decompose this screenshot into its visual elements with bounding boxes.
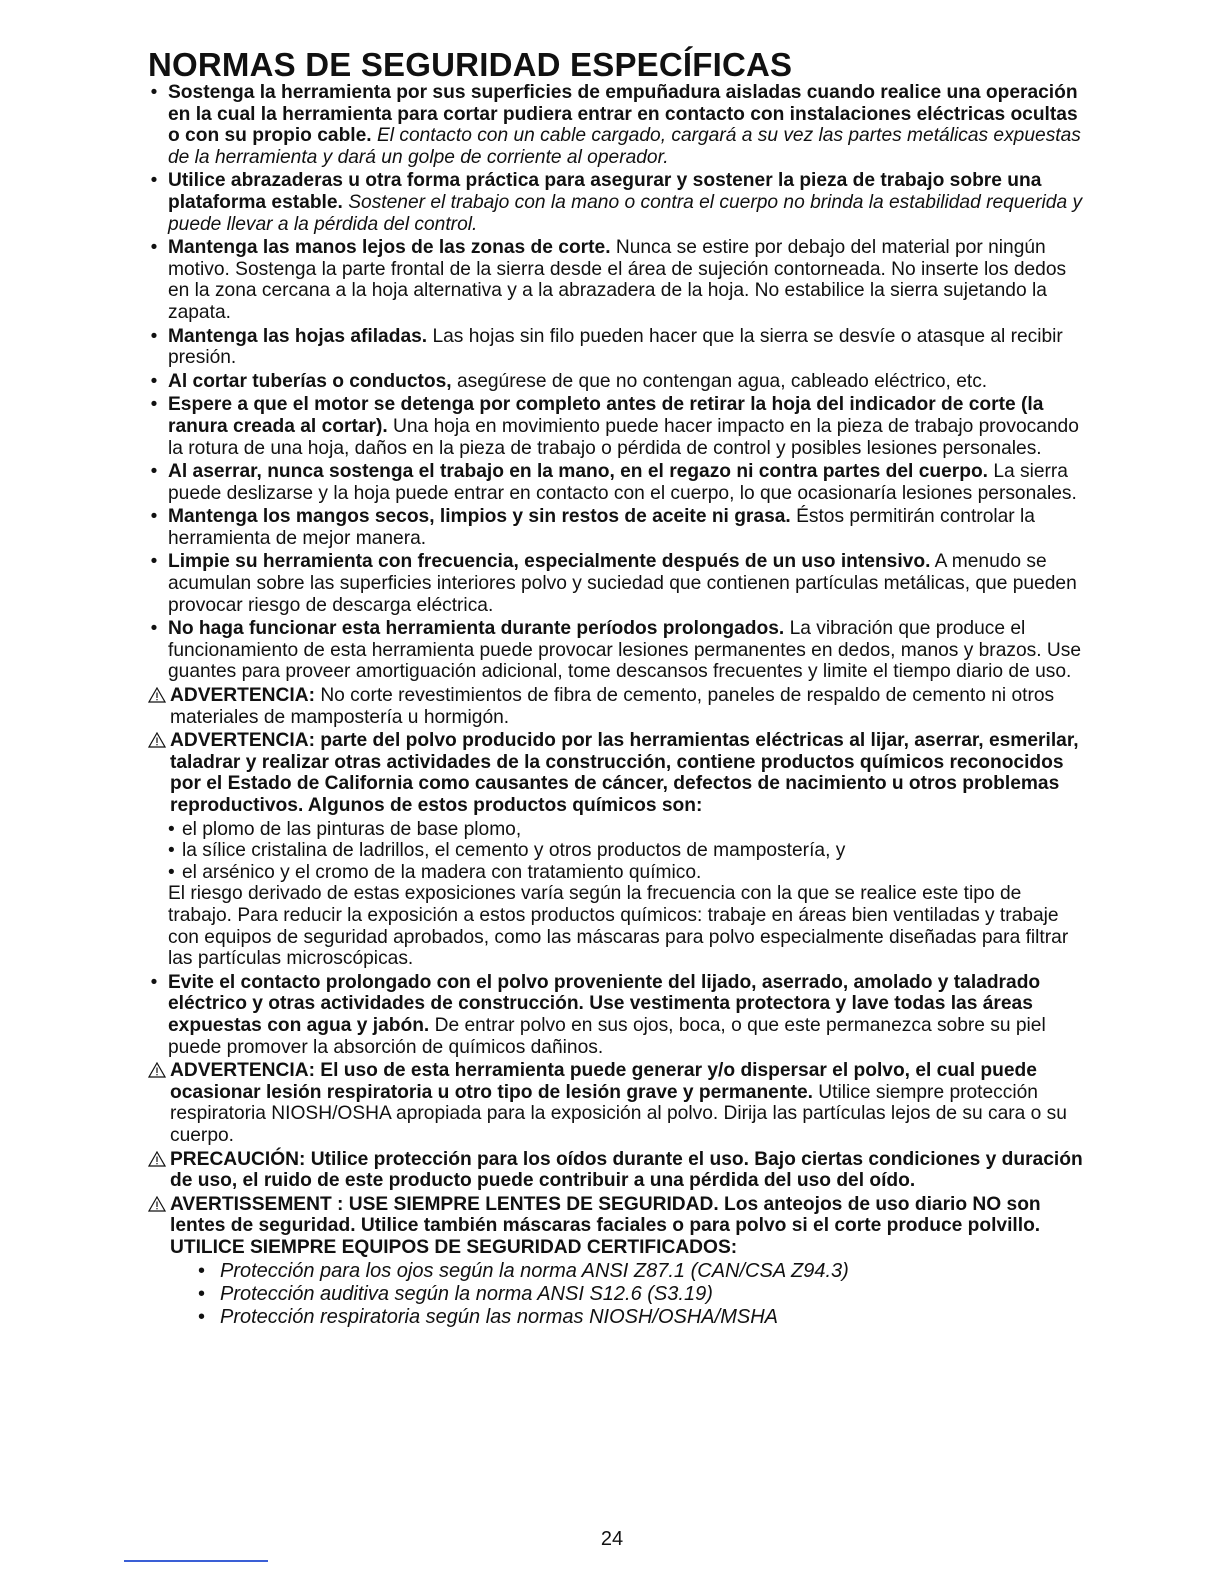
rule-italic: Sostener el trabajo con la mano o contra el cuerpo no brinda la estabilidad requerida y puede llevar a la pérdida del control.	[168, 191, 1083, 235]
list-item	[168, 862, 1086, 884]
rule-bold: Al cortar tuberías o conductos,	[168, 370, 452, 392]
rule-text: A menudo se acumulan sobre las superficies interiores polvo y suciedad que contienen partículas metálicas, que pueden provocar riesgo de descarga eléctrica.	[168, 551, 1077, 616]
rule-text: La sierra puede deslizarse y la hoja puede entrar en contacto con el cuerpo, lo que ocasionaría lesiones personales.	[168, 461, 1077, 504]
rule-bold: Evite el contacto prolongado con el polvo proveniente del lijado, aserrado, amolado y taladrado eléctrico y otras actividades de construcción. Use vestimenta protectora y lave todas las áreas expuestas con agua y jabón.	[168, 971, 1041, 1036]
chemical-text: el plomo de las pinturas de base plomo,	[182, 818, 522, 840]
list-item	[146, 551, 1086, 616]
safety-content	[146, 82, 1086, 1329]
list-item	[198, 1283, 1086, 1306]
bullet-dot: •	[150, 618, 158, 640]
warning-label: ADVERTENCIA:	[170, 685, 315, 707]
warning-triangle-icon	[148, 687, 166, 703]
rule-bold: Al aserrar, nunca sostenga el trabajo en la mano, en el regazo ni contra partes del cuerpo.	[168, 461, 988, 483]
bullet-dot: •	[150, 170, 158, 192]
standard-text: Protección para los ojos según la norma ANSI Z87.1 (CAN/CSA Z94.3)	[220, 1260, 849, 1283]
bullet-dot: •	[150, 370, 158, 392]
chemicals-list	[168, 819, 1086, 884]
list-item	[146, 371, 1086, 393]
bullet-dot: •	[150, 551, 158, 573]
bullet-dot: •	[168, 818, 175, 840]
warning-triangle-icon	[148, 1062, 166, 1078]
list-item	[146, 506, 1086, 549]
list-item	[146, 972, 1086, 1058]
rule-text: Una hoja en movimiento puede hacer impacto en la pieza de trabajo provocando la rotura de una hoja, daños en la pieza de trabajo o pérdida de control y posibles lesiones personales.	[168, 415, 1079, 459]
bullet-dot: •	[150, 971, 158, 993]
list-item	[168, 840, 1086, 862]
rule-text: La vibración que produce el funcionamiento de esta herramienta puede provocar lesiones permanentes en dedos, manos y brazos. Use guantes para proveer amortiguación adicional, tome descansos frecuentes y limite el tiempo diario de uso.	[168, 618, 1082, 683]
standard-text: Protección respiratoria según las normas NIOSH/OSHA/MSHA	[220, 1306, 778, 1329]
list-item	[146, 394, 1086, 459]
rule-bold: Mantenga las hojas afiladas.	[168, 325, 428, 347]
rule-bold: Limpie su herramienta con frecuencia, especialmente después de un uso intensivo.	[168, 551, 931, 573]
rule-bold: Sostenga la herramienta por sus superficies de empuñadura aisladas cuando realice una operación en la cual la herramienta para cortar pudiera entrar en contacto con instalaciones eléctricas ocultas o con su propio cable.	[168, 82, 1078, 147]
bullet-dot: •	[168, 861, 175, 883]
chemical-text: la sílice cristalina de ladrillos, el cemento y otros productos de mampostería, y	[182, 840, 846, 862]
warning-bold: ADVERTENCIA: El uso de esta herramienta puede generar y/o dispersar el polvo, el cual puede ocasionar lesión respiratoria u otro tipo de lesión grave y permanente.	[170, 1060, 1037, 1103]
warning-text: Utilice siempre protección respiratoria NIOSH/OSHA apropiada para la exposición al polvo. Dirija las partículas lejos de su cara o su cuerpo.	[170, 1081, 1067, 1146]
list-item	[146, 618, 1086, 683]
chemical-text: el arsénico y el cromo de la madera con tratamiento químico.	[182, 861, 702, 883]
list-item	[198, 1306, 1086, 1329]
warning-text: ADVERTENCIA: parte del polvo producido por las herramientas eléctricas al lijar, aserrar, esmerilar, taladrar y realizar otras actividades de la construcción, contiene productos químicos reconocidos por el Estado de California como causantes de cáncer, defectos de nacimiento u otros problemas reproductivos. Algunos de estos productos químicos son:	[170, 730, 1079, 816]
page-number: 24	[600, 1528, 624, 1550]
rule-bold: No haga funcionar esta herramienta durante períodos prolongados.	[168, 618, 785, 640]
warning-triangle-icon	[148, 1151, 166, 1167]
risk-paragraph: El riesgo derivado de estas exposiciones varía según la frecuencia con la que se realice este tipo de trabajo. Para reducir la exposición a estos productos químicos: trabaje en áreas bien ventiladas y trabaje con equipos de seguridad aprobados, como las máscaras para polvo especialmente diseñadas para filtrar las partículas microscópicas.	[168, 883, 1069, 970]
rule-bold: Mantenga los mangos secos, limpios y sin restos de aceite ni grasa.	[168, 506, 791, 528]
warning-chemicals	[146, 730, 1086, 816]
rule-bold: Utilice abrazaderas u otra forma práctica para asegurar y sostener la pieza de trabajo sobre una plataforma estable.	[168, 170, 1042, 213]
standards-list	[198, 1260, 1086, 1329]
list-item	[146, 170, 1086, 235]
bullet-dot: •	[168, 840, 175, 862]
warning-dust	[146, 1060, 1086, 1146]
caution-hearing	[146, 1149, 1086, 1192]
list-item	[146, 82, 1086, 168]
corner-divider	[124, 1560, 268, 1562]
warning-text: No corte revestimientos de fibra de cemento, paneles de respaldo de cemento ni otros materiales de mampostería u hormigón.	[170, 685, 1055, 728]
page-title: NORMAS DE SEGURIDAD ESPECÍFICAS	[148, 46, 793, 83]
caution-text: PRECAUCIÓN: Utilice protección para los oídos durante el uso. Bajo ciertas condiciones y duración de uso, el ruido de este producto puede contribuir a una pérdida del uso del oído.	[170, 1148, 1083, 1192]
avertissement-text: AVERTISSEMENT : USE SIEMPRE LENTES DE SEGURIDAD. Los anteojos de uso diario NO son lentes de seguridad. Utilice también máscaras faciales o para polvo si el corte produce polvillo. UTILICE SIEMPRE EQUIPOS DE SEGURIDAD CERTIFICADOS:	[170, 1193, 1041, 1258]
bullet-dot: •	[198, 1260, 206, 1283]
warning-triangle-icon	[148, 732, 166, 748]
bullet-dot: •	[150, 237, 158, 259]
bullet-dot: •	[150, 325, 158, 347]
bullet-dot: •	[150, 506, 158, 528]
rule-text: Éstos permitirán controlar la herramienta de mejor manera.	[168, 506, 1035, 549]
bullet-dot: •	[198, 1306, 206, 1329]
list-item	[168, 819, 1086, 841]
bullet-dot: •	[150, 394, 158, 416]
warning-triangle-icon	[148, 1196, 166, 1212]
avertissement-glasses	[146, 1194, 1086, 1259]
rule-text: Nunca se estire por debajo del material por ningún motivo. Sostenga la parte frontal de la sierra desde el área de sujeción contorneada. No inserte los dedos en la zona cercana a la hoja alternativa y a la abrazadera de la hoja. No estabilice la sierra sujetando la zapata.	[168, 237, 1067, 323]
list-item	[146, 237, 1086, 323]
rule-bold: Mantenga las manos lejos de las zonas de corte.	[168, 237, 611, 259]
rule-text: asegúrese de que no contengan agua, cableado eléctrico, etc.	[451, 370, 988, 392]
warning-cement	[146, 685, 1086, 728]
list-item	[146, 461, 1086, 504]
rule-italic: El contacto con un cable cargado, cargará a su vez las partes metálicas expuestas de la herramienta y dará un golpe de corriente al operador.	[168, 125, 1081, 168]
rule-text: De entrar polvo en sus ojos, boca, o que este permanezca sobre su piel puede promover la absorción de químicos dañinos.	[168, 1014, 1046, 1058]
rule-bold: Espere a que el motor se detenga por completo antes de retirar la hoja del indicador de corte (la ranura creada al cortar).	[168, 394, 1044, 437]
list-item	[146, 326, 1086, 369]
standard-text: Protección auditiva según la norma ANSI S12.6 (S3.19)	[220, 1283, 713, 1306]
bullet-dot: •	[198, 1283, 206, 1306]
bullet-dot: •	[150, 82, 158, 103]
list-item	[198, 1260, 1086, 1283]
bullet-dot: •	[150, 461, 158, 483]
rule-text: Las hojas sin filo pueden hacer que la sierra se desvíe o atasque al recibir presión.	[168, 325, 1063, 369]
